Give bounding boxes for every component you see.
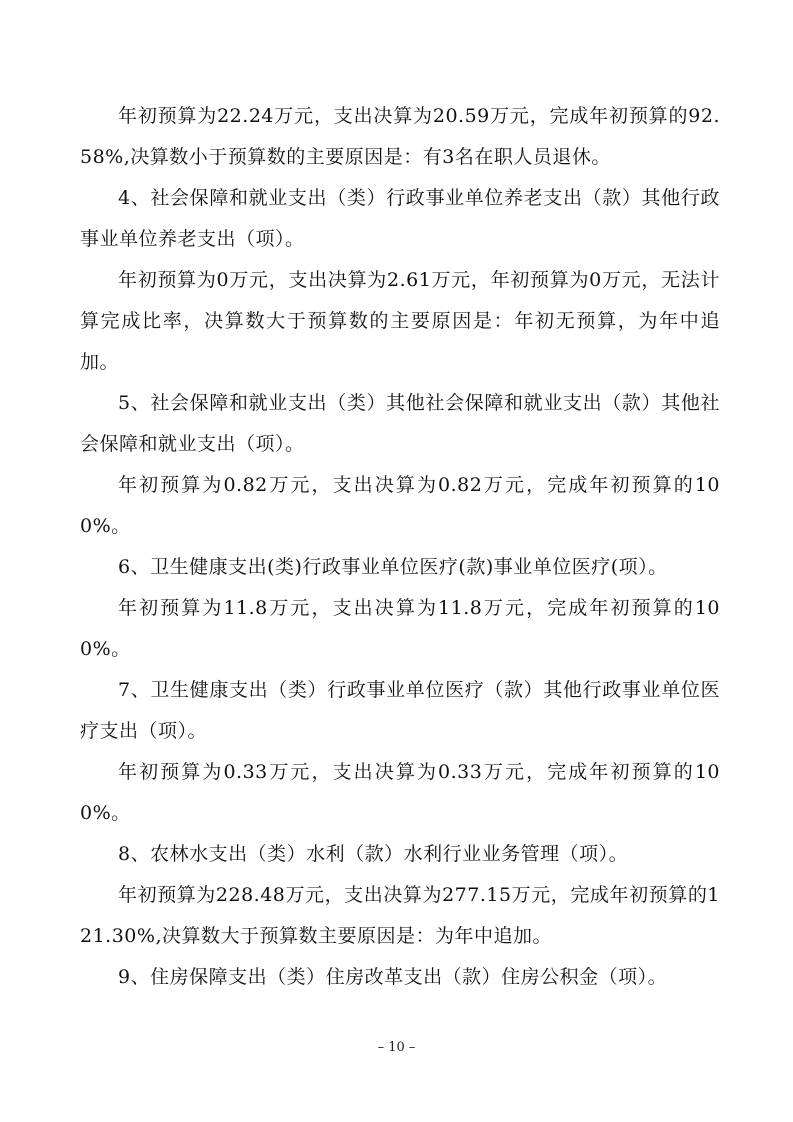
paragraph: 年初预算为0.82万元，支出决算为0.82万元，完成年初预算的100%。	[80, 474, 720, 537]
page-number: – 10 –	[377, 1040, 416, 1055]
body-text	[80, 96, 720, 998]
paragraph: 年初预算为11.8万元，支出决算为11.8万元，完成年初预算的100%。	[80, 597, 720, 660]
paragraph: 年初预算为0万元，支出决算为2.61万元，年初预算为0万元，无法计算完成比率，决算数大于预算数的主要原因是：年初无预算，为年中追加。	[80, 269, 720, 373]
paragraph: 年初预算为22.24万元，支出决算为20.59万元，完成年初预算的92.58%,决算数小于预算数的主要原因是：有3名在职人员退休。	[80, 105, 720, 168]
paragraph: 4、社会保障和就业支出（类）行政事业单位养老支出（款）其他行政事业单位养老支出（项）。	[80, 187, 720, 250]
paragraph: 9、住房保障支出（类）住房改革支出（款）住房公积金（项）。	[118, 966, 668, 988]
paragraph: 7、卫生健康支出（类）行政事业单位医疗（款）其他行政事业单位医疗支出（项）。	[80, 679, 720, 742]
paragraph: 8、农林水支出（类）水利（款）水利行业业务管理（项）。	[118, 843, 629, 865]
paragraph: 5、社会保障和就业支出（类）其他社会保障和就业支出（款）其他社会保障和就业支出（项）。	[80, 392, 720, 455]
paragraph: 年初预算为0.33万元，支出决算为0.33万元，完成年初预算的100%。	[80, 761, 720, 824]
paragraph: 年初预算为228.48万元，支出决算为277.15万元，完成年初预算的121.30%,决算数大于预算数主要原因是：为年中追加。	[80, 884, 720, 947]
paragraph: 6、卫生健康支出(类)行政事业单位医疗(款)事业单位医疗(项）。	[118, 556, 668, 578]
